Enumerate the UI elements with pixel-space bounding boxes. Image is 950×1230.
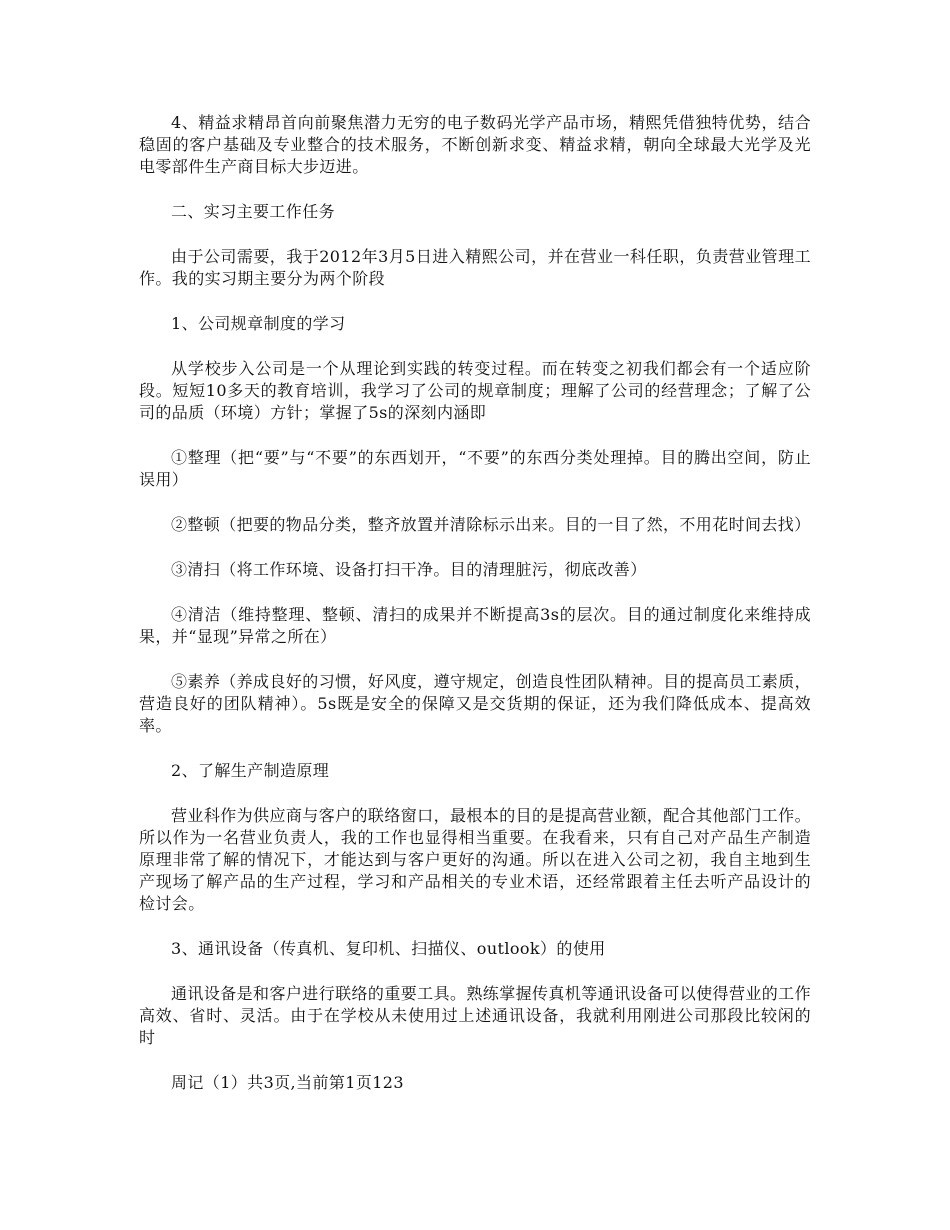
page-footer-pagination: 周记（1）共3页,当前第1页123: [171, 1073, 404, 1092]
section-heading-internship-tasks: 二、实习主要工作任务: [171, 202, 336, 221]
paragraph-company-vision: 4、精益求精昂首向前聚焦潜力无穷的电子数码光学产品市场，精熙凭借独特优势，结合稳固的客户基础及专业整合的技术服务，不断创新求变、精益求精，朝向全球最大光学及光电零部件生产商目标大步迈进。: [139, 113, 811, 176]
subheading-manufacturing-principles: 2、了解生产制造原理: [171, 761, 330, 780]
paragraph-5s-seiri: ①整理（把“要”与“不要”的东西划开，“不要”的东西分类处理掉。目的腾出空间，防止误用）: [139, 448, 811, 489]
paragraph-internship-intro: 由于公司需要，我于2012年3月5日进入精熙公司，并在营业一科任职，负责营业管理工作。我的实习期主要分为两个阶段: [139, 247, 811, 288]
paragraph-rules-training: 从学校步入公司是一个从理论到实践的转变过程。而在转变之初我们都会有一个适应阶段。短短10多天的教育培训，我学习了公司的规章制度；理解了公司的经营理念；了解了公司的品质（环境）方针；掌握了5s的深刻内涵即: [139, 359, 811, 422]
document-body: [139, 112, 811, 1117]
paragraph-5s-seiso: ③清扫（将工作环境、设备打扫干净。目的清理脏污，彻底改善）: [171, 560, 647, 579]
paragraph-5s-shitsuke: ⑤素养（养成良好的习惯，好风度，遵守规定，创造良性团队精神。目的提高员工素质，营造良好的团队精神）。5s既是安全的保障又是交货期的保证，还为我们降低成本、提高效率。: [139, 672, 811, 735]
subheading-communication-devices: 3、通讯设备（传真机、复印机、扫描仪、outlook）的使用: [171, 939, 606, 958]
paragraph-5s-seiketsu: ④清洁（维持整理、整顿、清扫的成果并不断提高3s的层次。目的通过制度化来维持成果，并“显现”异常之所在）: [139, 605, 811, 646]
paragraph-5s-seiton: ②整顿（把要的物品分类，整齐放置并清除标示出来。目的一目了然，不用花时间去找）: [171, 515, 811, 534]
subheading-company-rules: 1、公司规章制度的学习: [171, 314, 346, 333]
paragraph-sales-department: 营业科作为供应商与客户的联络窗口，最根本的目的是提高营业额，配合其他部门工作。所以作为一名营业负责人，我的工作也显得相当重要。在我看来，只有自己对产品生产制造原理非常了解的情况下，才能达到与客户更好的沟通。所以在进入公司之初，我自主地到生产现场了解产品的生产过程，学习和产品相关的专业术语，还经常跟着主任去听产品设计的检讨会。: [139, 806, 811, 913]
paragraph-communication-devices: 通讯设备是和客户进行联络的重要工具。熟练掌握传真机等通讯设备可以使得营业的工作高效、省时、灵活。由于在学校从未使用过上述通讯设备，我就利用刚进公司那段比较闲的时: [139, 984, 811, 1047]
